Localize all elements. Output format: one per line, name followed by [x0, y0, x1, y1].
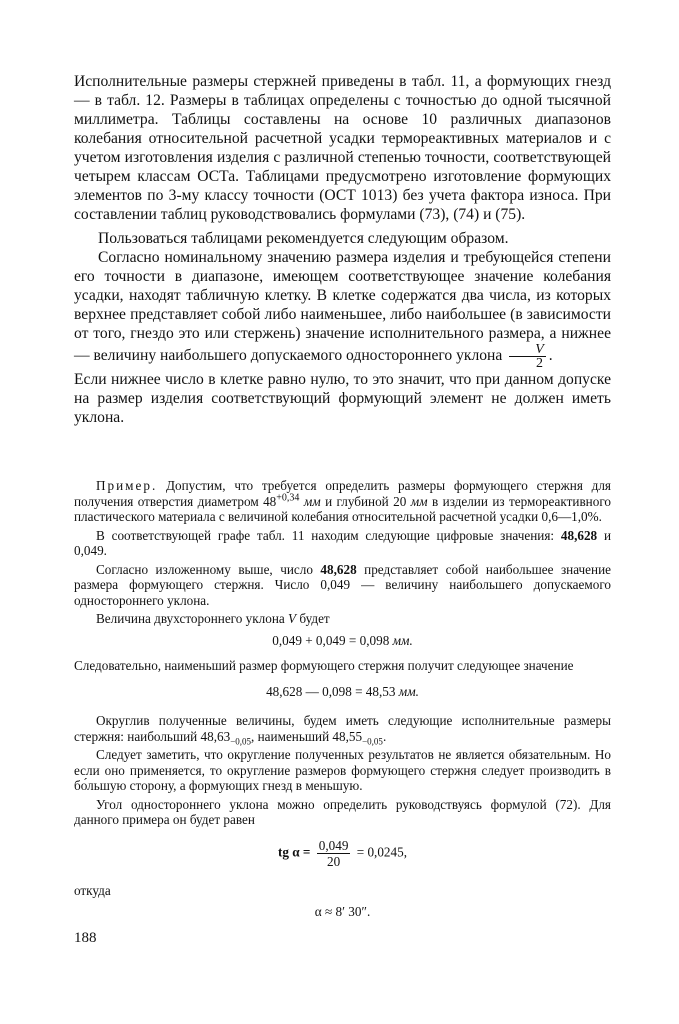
example-paragraph-3: Согласно изложенному выше, число 48,628 представляет собой наибольшее значение размера формующего стержня. Число 0,049 — величину наибольшего допускаемого одностороннего уклона. — [74, 561, 611, 608]
fraction-v-over-2: $\frac{V}{2}$ — [509, 343, 546, 370]
fraction-tg: $\frac{0,049}{20}$ — [318, 837, 349, 869]
example-paragraph-2: В соответствующей графе табл. 11 находим следующие цифровые значения: 48,628 и 0,049. — [74, 527, 612, 558]
example-paragraph-4: Величина двухстороннего уклона V будет — [96, 611, 330, 626]
equation-4: α ≈ 8′ 30″. — [314, 904, 371, 919]
equation-2: 48,628 — 0,098 = 48,53 мм. — [266, 683, 419, 699]
example-paragraph-8: Угол одностороннего уклона можно определить руководствуясь формулой (72). Для данного примера он будет равен — [74, 796, 611, 827]
paragraph-2: Пользоваться таблицами рекомендуется следующим образом. — [98, 230, 509, 247]
example-paragraph-1: Пример. Допустим, что требуется определить размеры формующего стержня для получения отверстия диаметром $48^{+0,34}$ мм и глубиной 20 мм в изделии из термореактивного пластического материала с величиной колебания относительной расчетной усадки 0,6—1,0%. — [74, 478, 612, 524]
paragraph-3: Согласно номинальному значению размера изделия и требующейся степени его точности в диапазоне, имеющем соответствующее значение колебания усадки, находят табличную клетку. В клетке содержатся два числа, из которых верхнее представляет собой либо наименьшее, либо наибольшее (в зависимости от того, гнездо это или стержень) значение исполнительного размера, а нижнее — величину наибольшего допускаемого одностороннего уклона $\frac{V}{2}$ . — [74, 249, 611, 371]
paragraph-1: Исполнительные размеры стержней приведены в табл. 11, а формующих гнезд — в табл. 12. Размеры в таблицах определены с точностью до одной тысячной миллиметра. Таблицы составлены на основе 10 различных диапазонов колебания относительной расчетной усадки термореактивных материалов и с учетом изготовления изделия с различной степенью точности, соответствующей четырем классам ОСТа. Таблицами предусмотрено изготовление формующих элементов по 3-му классу точности (ОСТ 1013) без учета фактора износа. При составлении таблиц руководствовались формулами (73), (74) и (75). — [74, 73, 611, 223]
example-paragraph-6: Округлив полученные величины, будем иметь следующие исполнительные размеры стержня: наибольший $48,63_{-0,05}$, наименьший $48,55_{-0,05}$. — [74, 713, 611, 747]
main-text — [74, 72, 611, 427]
equation-1: 0,049 + 0,049 = 0,098 мм. — [272, 632, 413, 648]
equation-3: tg α = $\frac{0,049}{20}$ = 0,0245, — [277, 837, 408, 869]
example-section — [74, 478, 611, 930]
paragraph-4: Если нижнее число в клетке равно нулю, то это значит, что при данном допуске на размер изделия соответствующий формующий элемент не должен иметь уклона. — [74, 371, 611, 426]
example-paragraph-5: Следовательно, наименьший размер формующего стержня получит следующее значение — [74, 658, 574, 673]
example-paragraph-7: Следует заметить, что округление полученных результатов не является обязательным. Но если оно применяется, то округление размеров формующего стержня следует производить в бо́льшую сторону, а формующих гнезд в меньшую. — [74, 747, 611, 793]
example-paragraph-9: откуда — [74, 882, 111, 898]
page-number: 188 — [74, 930, 97, 946]
